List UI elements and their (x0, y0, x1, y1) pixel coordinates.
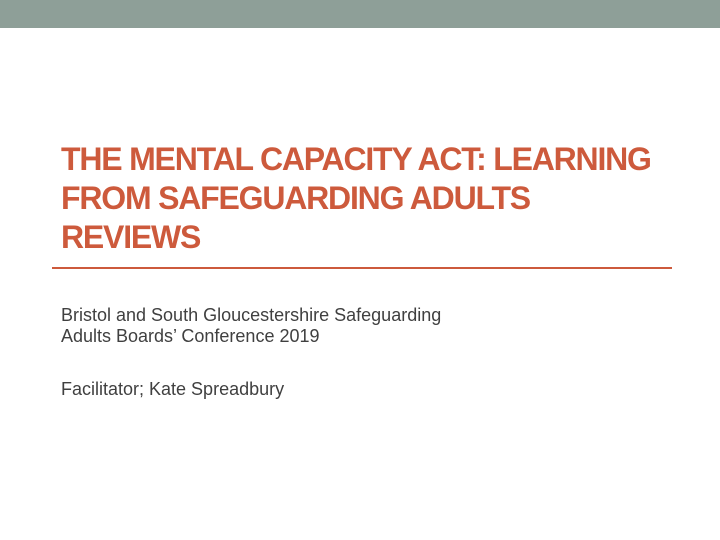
top-accent-bar (0, 0, 720, 28)
facilitator-text: Facilitator; Kate Spreadbury (61, 379, 285, 399)
title-divider (52, 267, 672, 269)
slide-subtitle: Bristol and South Gloucestershire Safeguarding Adults Boards’ Conference 2019 (61, 305, 442, 346)
slide-title: THE MENTAL CAPACITY ACT: LEARNING FROM SAFEGUARDING ADULTS REVIEWS (61, 141, 651, 255)
